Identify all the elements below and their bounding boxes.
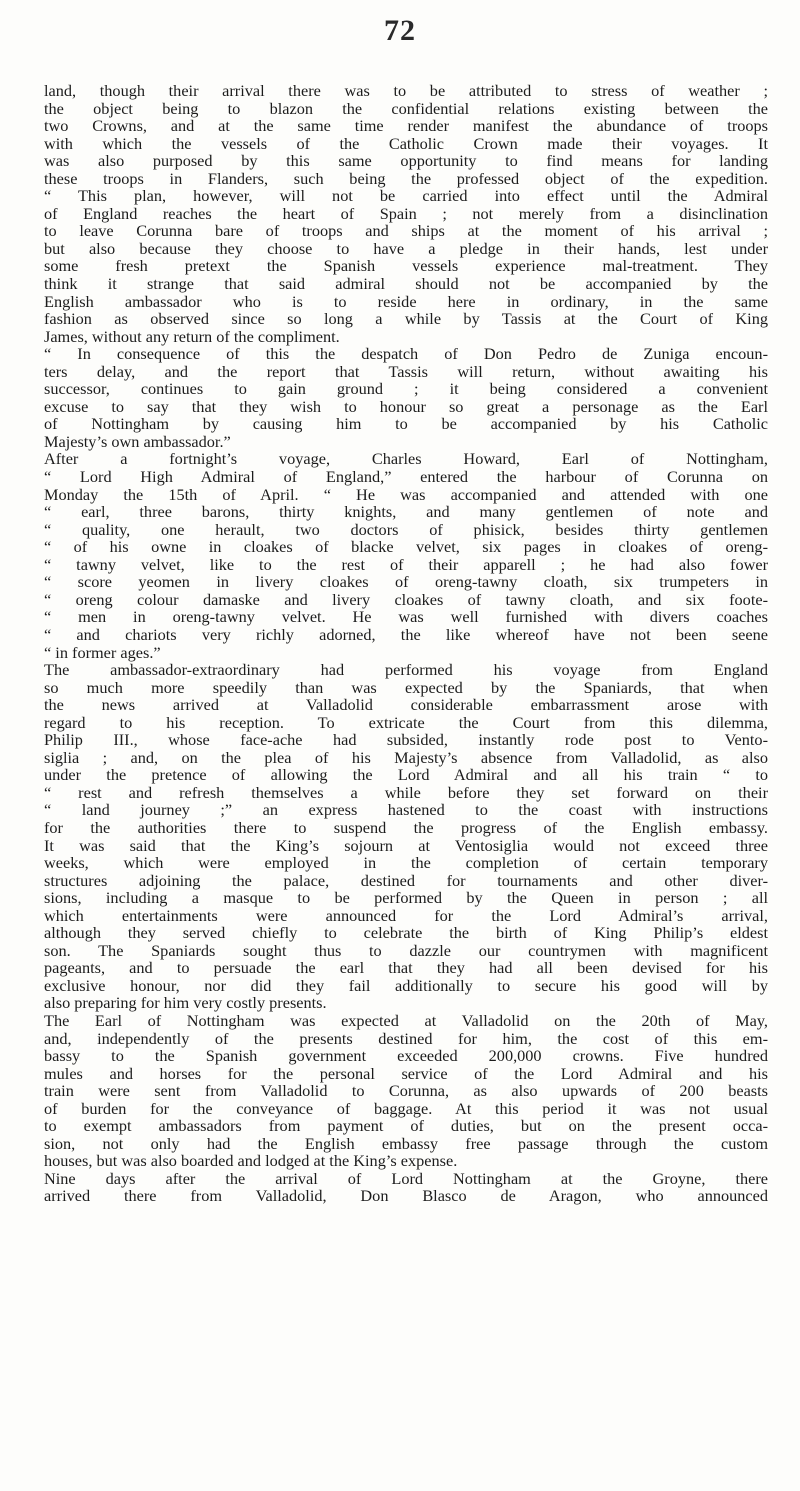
text-line: fashion as observed since so long a while by Tassis at the Court of King	[44, 309, 768, 329]
text-line: “ tawny velvet, like to the rest of their apparell ; he had also fower	[44, 554, 768, 574]
text-line: exclusive honour, nor did they fail additionally to secure his good will by	[44, 975, 768, 995]
text-line: arrived there from Valladolid, Don Blasco de Aragon, who announced	[44, 1186, 768, 1206]
text-line: to leave Corunna bare of troops and ships at the moment of his arrival ;	[44, 221, 768, 241]
text-line: James, without any return of the compliment.	[44, 326, 340, 346]
text-line: Nine days after the arrival of Lord Nottingham at the Groyne, there	[44, 1168, 768, 1188]
text-line: ters delay, and the report that Tassis will return, without awaiting his	[44, 361, 768, 381]
text-line: mules and horses for the personal service of the Lord Admiral and his	[44, 1063, 768, 1083]
text-line: to exempt ambassadors from payment of duties, but on the present occa-	[44, 1116, 768, 1136]
text-line: “ In consequence of this the despatch of Don Pedro de Zuniga encoun-	[44, 344, 768, 364]
text-line: houses, but was also boarded and lodged at the King’s expense.	[44, 1151, 458, 1171]
text-line: weeks, which were employed in the completion of certain temporary	[44, 853, 768, 873]
text-line: “ oreng colour damaske and livery cloakes of tawny cloath, and six foote-	[44, 589, 768, 609]
text-line: “ rest and refresh themselves a while before they set forward on their	[44, 782, 768, 802]
text-line: “ score yeomen in livery cloakes of oreng-tawny cloath, six trumpeters in	[44, 572, 768, 592]
text-line: bassy to the Spanish government exceeded 200,000 crowns. Five hundred	[44, 1046, 768, 1066]
text-line: of burden for the conveyance of baggage. At this period it was not usual	[44, 1098, 768, 1118]
text-line: of England reaches the heart of Spain ; not merely from a disinclination	[44, 203, 768, 223]
text-line: was also purposed by this same opportunity to find means for landing	[44, 151, 768, 171]
text-line: structures adjoining the palace, destined for tournaments and other diver-	[44, 870, 768, 890]
text-line: sion, not only had the English embassy free passage through the custom	[44, 1133, 768, 1153]
text-line: successor, continues to gain ground ; it being considered a convenient	[44, 379, 768, 399]
text-line: for the authorities there to suspend the progress of the English embassy.	[44, 817, 768, 837]
text-line: Majesty’s own ambassador.”	[44, 431, 231, 451]
text-line: sions, including a masque to be performed by the Queen in person ; all	[44, 888, 768, 908]
text-line: It was said that the King’s sojourn at Ventosiglia would not exceed three	[44, 835, 768, 855]
text-line: land, though their arrival there was to be attributed to stress of weather ;	[44, 81, 768, 100]
text-line: The Earl of Nottingham was expected at Valladolid on the 20th of May,	[44, 1010, 768, 1030]
text-line: excuse to say that they wish to honour so great a personage as the Earl	[44, 396, 768, 416]
text-line: under the pretence of allowing the Lord Admiral and all his train “ to	[44, 765, 768, 785]
text-line: Philip III., whose face-ache had subsided, instantly rode post to Vento-	[44, 730, 768, 750]
text-line: two Crowns, and at the same time render manifest the abundance of troops	[44, 116, 768, 136]
text-line: “ men in oreng-tawny velvet. He was well furnished with divers coaches	[44, 607, 768, 627]
text-line: regard to his reception. To extricate the Court from this dilemma,	[44, 712, 768, 732]
text-line: English ambassador who is to reside here in ordinary, in the same	[44, 291, 768, 311]
text-line: “ land journey ;” an express hastened to the coast with instructions	[44, 800, 768, 820]
text-line: also preparing for him very costly presents.	[44, 993, 327, 1013]
text-line: the news arrived at Valladolid considerable embarrassment arose with	[44, 695, 768, 715]
page-number: 72	[384, 14, 416, 47]
text-line: “ Lord High Admiral of England,” entered the harbour of Corunna on	[44, 467, 768, 487]
text-line: “ and chariots very richly adorned, the like whereof have not been seene	[44, 624, 768, 644]
text-line: but also because they choose to have a pledge in their hands, lest under	[44, 238, 768, 258]
text-line: which entertainments were announced for the Lord Admiral’s arrival,	[44, 905, 768, 925]
text-line: “ of his owne in cloakes of blacke velvet, six pages in cloakes of oreng-	[44, 537, 768, 557]
body-text	[44, 82, 768, 1205]
text-line: so much more speedily than was expected by the Spaniards, that when	[44, 677, 768, 697]
text-line: “ This plan, however, will not be carried into effect until the Admiral	[44, 186, 768, 206]
text-line: “ earl, three barons, thirty knights, and many gentlemen of note and	[44, 502, 768, 522]
text-line: these troops in Flanders, such being the professed object of the expedition.	[44, 168, 768, 188]
text-line: son. The Spaniards sought thus to dazzle our countrymen with magnificent	[44, 940, 768, 960]
text-line: some fresh pretext the Spanish vessels experience mal-treatment. They	[44, 256, 768, 276]
text-line: pageants, and to persuade the earl that they had all been devised for his	[44, 958, 768, 978]
text-line: train were sent from Valladolid to Corunna, as also upwards of 200 beasts	[44, 1081, 768, 1101]
text-line: The ambassador-extraordinary had performed his voyage from England	[44, 660, 768, 680]
text-line: think it strange that said admiral should not be accompanied by the	[44, 274, 768, 294]
text-line: “ quality, one herault, two doctors of phisick, besides thirty gentlemen	[44, 519, 768, 539]
text-line: the object being to blazon the confidential relations existing between the	[44, 98, 768, 118]
text-line: Monday the 15th of April. “ He was accompanied and attended with one	[44, 484, 768, 504]
text-line: although they served chiefly to celebrate the birth of King Philip’s eldest	[44, 923, 768, 943]
text-line: siglia ; and, on the plea of his Majesty’s absence from Valladolid, as also	[44, 747, 768, 767]
text-line: After a fortnight’s voyage, Charles Howard, Earl of Nottingham,	[44, 449, 768, 469]
text-line: and, independently of the presents destined for him, the cost of this em-	[44, 1028, 768, 1048]
text-line: with which the vessels of the Catholic Crown made their voyages. It	[44, 133, 768, 153]
text-line: of Nottingham by causing him to be accompanied by his Catholic	[44, 414, 768, 434]
text-line: “ in former ages.”	[44, 642, 161, 662]
